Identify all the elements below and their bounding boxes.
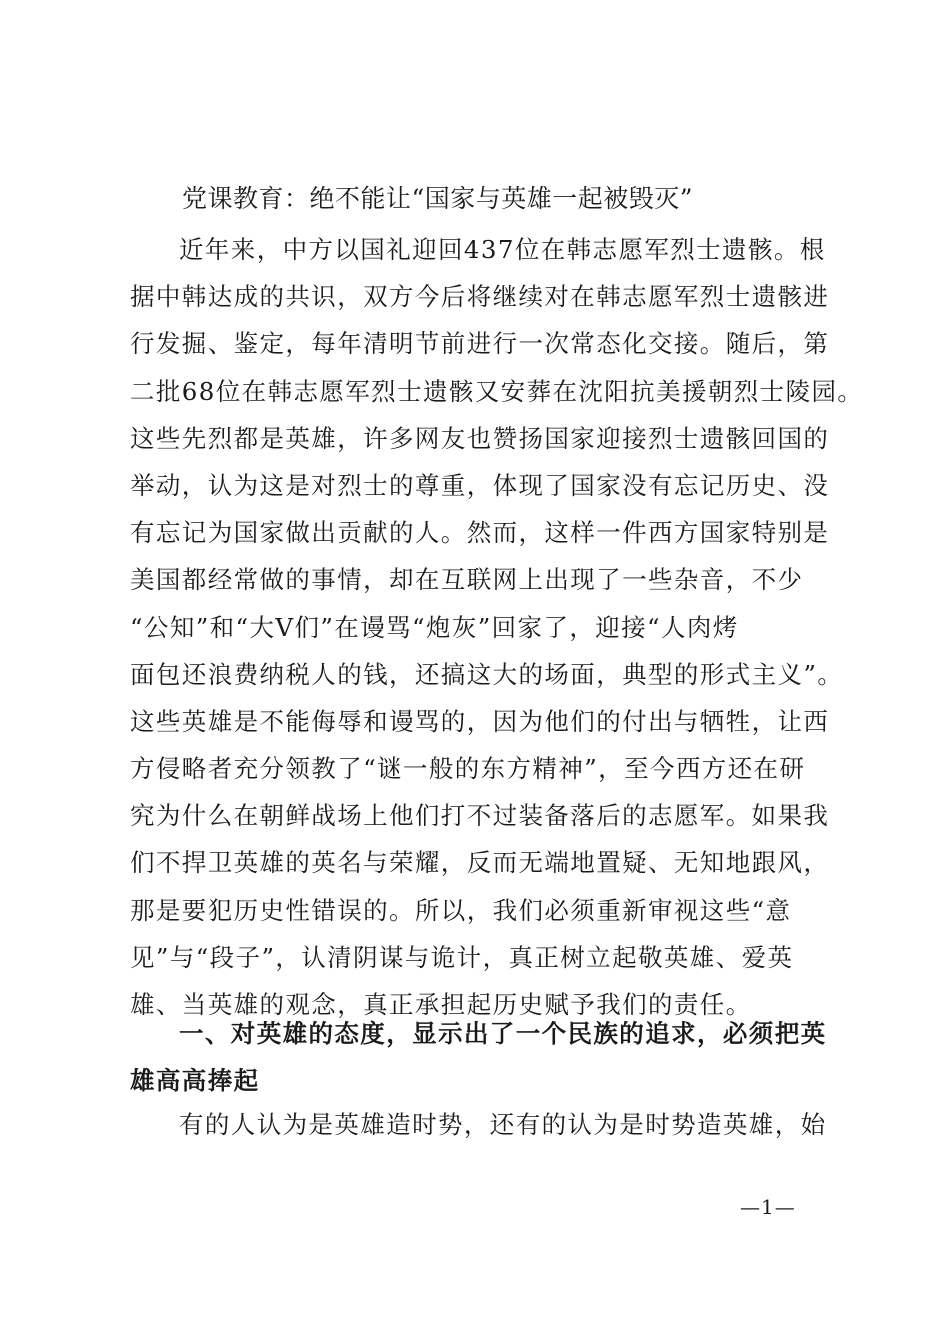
- text-line: 见”与“段子”，认清阴谋与诡计，真正树立起敬英雄、爱英: [130, 942, 794, 972]
- heading-line: 一、对英雄的态度，显示出了一个民族的追求，必须把英: [179, 1019, 827, 1048]
- text-line: 这些英雄是不能侮辱和谩骂的，因为他们的付出与牺牲，让西: [130, 706, 830, 736]
- text-line: 二批68位在韩志愿军烈士遗骸又安葬在沈阳抗美援朝烈士陵园。: [130, 376, 864, 406]
- text-line: 近年来，中方以国礼迎回437位在韩志愿军烈士遗骸。根: [179, 235, 826, 264]
- paragraph-1: [130, 226, 864, 1028]
- text-line: “公知”和“大V们”在谩骂“炮灰”回家了，迎接“人肉烤: [130, 612, 739, 642]
- text-line: 有的人认为是英雄造时势，还有的认为是时势造英雄，始: [179, 1110, 827, 1139]
- page-number: —1—: [740, 1195, 796, 1219]
- text-line: 方侵略者充分领教了“谜一般的东方精神”，至今西方还在研: [130, 754, 806, 784]
- text-line: 究为什么在朝鲜战场上他们打不过装备落后的志愿军。如果我: [130, 801, 830, 831]
- text-line: 这些先烈都是英雄，许多网友也赞扬国家迎接烈士遗骸回国的: [130, 423, 830, 453]
- text-line: 雄、当英雄的观念，真正承担起历史赋予我们的责任。: [130, 990, 752, 1019]
- paragraph-2: [130, 1101, 850, 1148]
- text-line: 有忘记为国家做出贡献的人。然而，这样一件西方国家特别是: [130, 518, 830, 548]
- section-heading-1: [130, 1010, 850, 1104]
- text-line: 据中韩达成的共识，双方今后将继续对在韩志愿军烈士遗骸进: [130, 282, 830, 312]
- text-line: 面包还浪费纳税人的钱，还搞这大的场面，典型的形式主义”。: [130, 659, 844, 689]
- text-line: 举动，认为这是对烈士的尊重，体现了国家没有忘记历史、没: [130, 470, 830, 500]
- text-line: 那是要犯历史性错误的。所以，我们必须重新审视这些“意: [130, 895, 792, 925]
- heading-line: 雄高高捧起: [130, 1066, 260, 1095]
- text-line: 们不捍卫英雄的英名与荣耀，反而无端地置疑、无知地跟风，: [130, 848, 830, 878]
- text-line: 美国都经常做的事情，却在互联网上出现了一些杂音，不少: [130, 565, 804, 595]
- text-line: 行发掘、鉴定，每年清明节前进行一次常态化交接。随后，第: [130, 329, 830, 359]
- document-title: 党课教育：绝不能让“国家与英雄一起被毁灭”: [182, 184, 694, 213]
